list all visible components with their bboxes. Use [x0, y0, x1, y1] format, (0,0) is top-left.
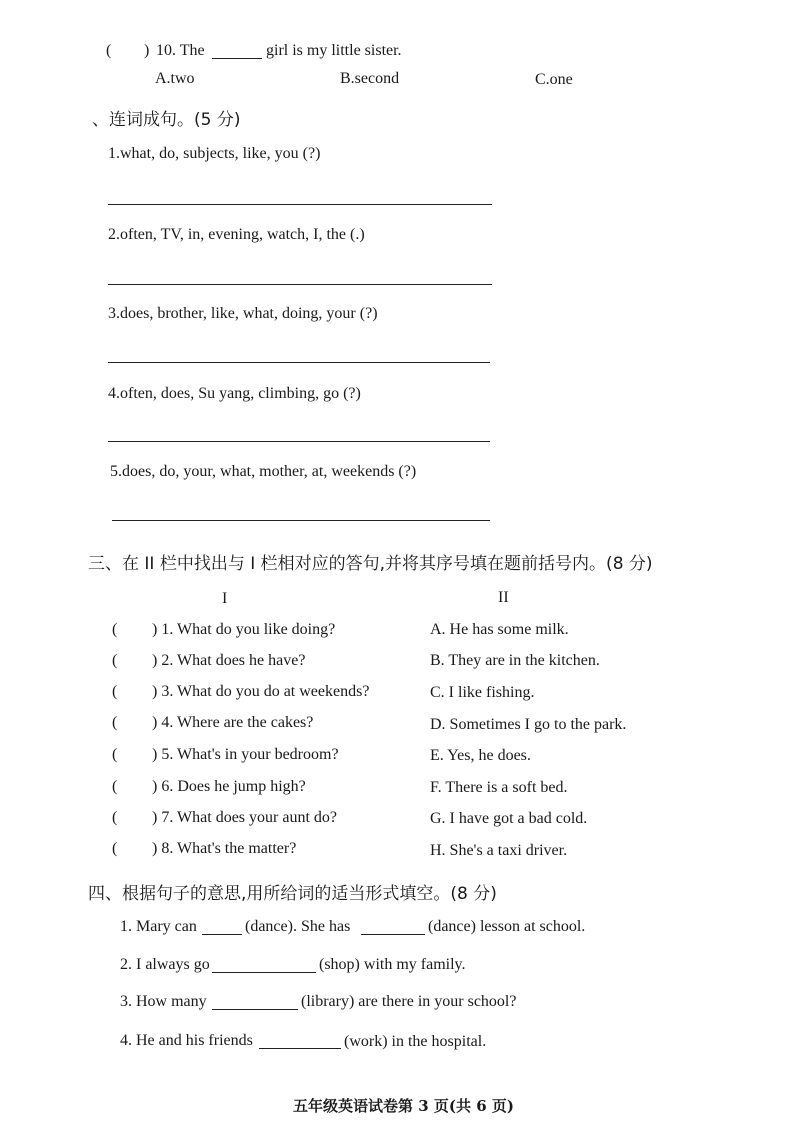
- section-title: 、连词成句。(5 分): [92, 110, 241, 130]
- page-footer: 五年级英语试卷第 3 页(共 6 页): [293, 1097, 514, 1115]
- sentence-prompt: 4.often, does, Su yang, climbing, go (?): [108, 385, 361, 402]
- answer-line[interactable]: [108, 441, 490, 442]
- answer-paren[interactable]: (: [112, 840, 118, 857]
- question-text: ) 8. What's the matter?: [152, 840, 297, 857]
- question-text: ) 4. Where are the cakes?: [152, 714, 314, 731]
- q10-stem-start: 10. The: [156, 42, 205, 59]
- fill-blank[interactable]: [259, 1034, 341, 1049]
- column-header-2: II: [498, 589, 509, 606]
- question-text: ) 2. What does he have?: [152, 652, 306, 669]
- question-text: ) 3. What do you do at weekends?: [152, 683, 370, 700]
- column-header-1: I: [222, 590, 228, 607]
- answer-option: H. She's a taxi driver.: [430, 842, 568, 859]
- answer-option: A. He has some milk.: [430, 621, 569, 638]
- answer-paren[interactable]: (: [112, 778, 118, 795]
- answer-line[interactable]: [108, 362, 490, 363]
- answer-option: C. I like fishing.: [430, 684, 535, 701]
- sentence-prompt: 5.does, do, your, what, mother, at, weekends (?): [110, 463, 417, 480]
- sentence-prompt: 3.does, brother, like, what, doing, your (?): [108, 305, 378, 322]
- answer-paren[interactable]: (: [112, 746, 118, 763]
- fill-sentence-part: (dance) lesson at school.: [428, 918, 586, 935]
- q10-option-b: B.second: [340, 70, 400, 87]
- fill-sentence-part: 1. Mary can: [120, 918, 197, 935]
- q10-stem-end: girl is my little sister.: [266, 42, 402, 59]
- fill-sentence-part: 2. I always go: [120, 956, 210, 973]
- question-text: ) 6. Does he jump high?: [152, 778, 306, 795]
- answer-paren[interactable]: (: [112, 621, 118, 638]
- answer-line[interactable]: [108, 284, 492, 285]
- fill-sentence-part: 3. How many: [120, 993, 207, 1010]
- fill-blank[interactable]: [212, 958, 316, 973]
- answer-paren[interactable]: (: [112, 683, 118, 700]
- q10-option-c: C.one: [535, 71, 573, 88]
- fill-sentence-part: (shop) with my family.: [319, 956, 466, 973]
- question-text: ) 5. What's in your bedroom?: [152, 746, 339, 763]
- question-text: ) 1. What do you like doing?: [152, 621, 336, 638]
- fill-blank[interactable]: [202, 920, 242, 935]
- answer-paren[interactable]: (: [112, 652, 118, 669]
- question-text: ) 7. What does your aunt do?: [152, 809, 337, 826]
- answer-option: B. They are in the kitchen.: [430, 652, 600, 669]
- fill-sentence-part: 4. He and his friends: [120, 1032, 253, 1049]
- answer-option: D. Sometimes I go to the park.: [430, 716, 627, 733]
- q10-paren-open: (: [106, 42, 112, 59]
- q10-option-a: A.two: [155, 70, 195, 87]
- q10-answer-blank[interactable]: [212, 44, 262, 59]
- sentence-prompt: 1.what, do, subjects, like, you (?): [108, 145, 321, 162]
- answer-paren[interactable]: (: [112, 809, 118, 826]
- answer-option: E. Yes, he does.: [430, 747, 531, 764]
- section-title: 三、在 II 栏中找出与 I 栏相对应的答句,并将其序号填在题前括号内。(8 分): [88, 554, 653, 574]
- fill-blank[interactable]: [212, 995, 298, 1010]
- answer-line[interactable]: [108, 204, 492, 205]
- sentence-prompt: 2.often, TV, in, evening, watch, I, the (.): [108, 226, 365, 243]
- fill-blank[interactable]: [361, 920, 425, 935]
- answer-line[interactable]: [112, 520, 490, 521]
- q10-paren-close: ): [144, 42, 150, 59]
- fill-sentence-part: (dance). She has: [245, 918, 351, 935]
- section-title: 四、根据句子的意思,用所给词的适当形式填空。(8 分): [88, 884, 497, 904]
- fill-sentence-part: (work) in the hospital.: [344, 1033, 487, 1050]
- answer-option: F. There is a soft bed.: [430, 779, 568, 796]
- fill-sentence-part: (library) are there in your school?: [301, 993, 517, 1010]
- answer-paren[interactable]: (: [112, 714, 118, 731]
- answer-option: G. I have got a bad cold.: [430, 810, 588, 827]
